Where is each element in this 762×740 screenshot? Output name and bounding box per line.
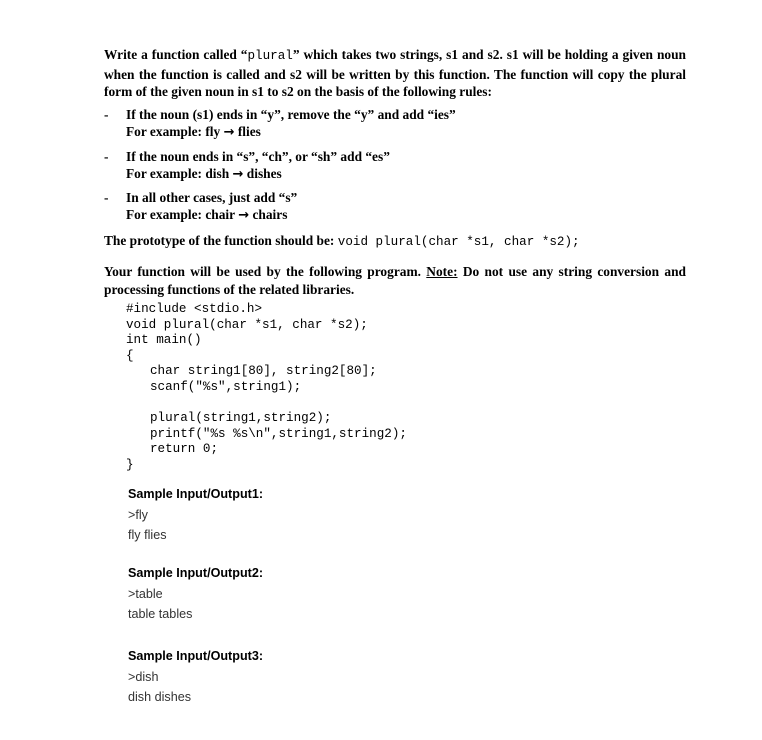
sample-block-1 (128, 484, 263, 546)
code-line-text: int main() (126, 333, 202, 348)
intro-paragraph (104, 46, 686, 101)
rule-example (126, 123, 261, 142)
usage-note-label: Note: (426, 264, 458, 279)
sample-output: dish dishes (128, 690, 192, 704)
rule-text: In all other cases, just add “s” (126, 190, 298, 205)
rule-bullet: - (104, 190, 109, 205)
intro-text-a: Write a function called “ (104, 47, 248, 62)
intro-text-b: ” which takes two strings, s1 and s2. s1 will be holding a given noun when the function is called and s2 will be written by this function. The function will copy the plural form of the given noun in s1 to s2 on the basis of the following rules: (104, 47, 686, 99)
code-line-text: } (126, 457, 134, 472)
rule-bullet: - (104, 107, 109, 122)
sample-input: >table (128, 586, 163, 601)
code-line-text: printf("%s %s\n",string1,string2); (150, 426, 407, 441)
code-line-text: scanf("%s",string1); (150, 379, 302, 394)
code-line (126, 458, 407, 474)
rule-example-result: dishes (246, 166, 282, 181)
code-line (126, 349, 407, 365)
prototype-code: void plural(char *s1, char *s2); (337, 235, 580, 249)
rule-example-label: For example: dish (126, 166, 230, 181)
code-line-text: { (126, 348, 134, 363)
sample-heading: Sample Input/Output3: (128, 649, 264, 663)
prototype-line (104, 232, 580, 251)
code-line-text: plural(string1,string2); (150, 411, 332, 426)
code-line-text: #include <stdio.h> (126, 302, 263, 316)
arrow-right-icon: → (232, 167, 244, 182)
code-line (126, 442, 407, 458)
rule-text: If the noun ends in “s”, “ch”, or “sh” add “es” (126, 149, 390, 164)
code-line-text: return 0; (150, 442, 219, 457)
code-line (126, 364, 407, 380)
sample-block-3 (128, 646, 263, 708)
prototype-label: The prototype of the function should be: (104, 233, 335, 248)
code-line (126, 333, 407, 349)
code-line (126, 396, 407, 412)
usage-text-a: Your function will be used by the following program. (104, 264, 421, 279)
usage-text-b: Do not use any string conversion and processing functions of the related libraries. (104, 264, 686, 297)
rule-example (126, 206, 287, 225)
sample-heading: Sample Input/Output1: (128, 487, 264, 501)
rule-text: If the noun (s1) ends in “y”, remove the “y” and add “ies” (126, 107, 456, 122)
arrow-right-icon: → (238, 208, 250, 223)
rule-example-label: For example: fly (126, 124, 221, 139)
code-line (126, 380, 407, 396)
rule-example-label: For example: chair (126, 207, 235, 222)
code-line (126, 318, 407, 334)
sample-heading: Sample Input/Output2: (128, 566, 264, 580)
rule-example-result: chairs (252, 207, 288, 222)
code-line-text: void plural(char *s1, char *s2); (126, 317, 368, 332)
code-line (126, 411, 407, 427)
rule-example-result: flies (237, 124, 261, 139)
code-line-text: char string1[80], string2[80]; (150, 364, 377, 379)
rule-bullet: - (104, 149, 109, 164)
intro-function-name: plural (247, 49, 293, 63)
sample-output: fly flies (128, 528, 167, 542)
code-listing (126, 302, 407, 474)
sample-input: >dish (128, 669, 159, 684)
arrow-right-icon: → (223, 125, 235, 140)
rule-example (126, 165, 282, 184)
usage-paragraph (104, 263, 686, 298)
code-line (126, 302, 407, 318)
sample-block-2 (128, 563, 263, 625)
sample-input: >fly (128, 507, 148, 522)
code-line (126, 427, 407, 443)
sample-output: table tables (128, 607, 193, 621)
